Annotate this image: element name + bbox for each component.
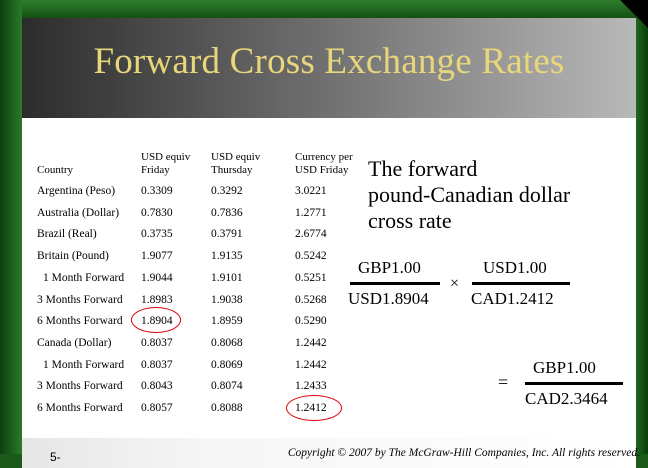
row-usd-thursday: 1.9101 [211, 272, 243, 284]
row-usd-thursday: 0.3292 [211, 185, 243, 197]
slide-title: Forward Cross Exchange Rates [93, 41, 565, 82]
header-usd-thursday-2: Thursday [211, 164, 253, 176]
row-currency-per-usd: 0.5251 [295, 272, 327, 284]
row-usd-thursday: 0.8068 [211, 337, 243, 349]
row-usd-friday: 1.9077 [141, 250, 173, 262]
row-usd-friday: 0.8037 [141, 359, 173, 371]
header-usd-friday-2: Friday [141, 164, 170, 176]
row-usd-friday: 0.8037 [141, 337, 173, 349]
row-currency-per-usd: 3.0221 [295, 185, 327, 197]
row-usd-thursday: 1.8959 [211, 315, 243, 327]
explanation-line-3: cross rate [368, 208, 452, 233]
row-country: 3 Months Forward [37, 380, 123, 392]
result-bar [525, 382, 623, 385]
row-usd-thursday: 0.7836 [211, 207, 243, 219]
row-usd-friday: 0.3735 [141, 228, 173, 240]
row-currency-per-usd: 0.5290 [295, 315, 327, 327]
explanation-line-1: The forward [368, 156, 478, 181]
header-country: Country [37, 164, 74, 176]
row-usd-thursday: 0.3791 [211, 228, 243, 240]
row-usd-friday: 1.9044 [141, 272, 173, 284]
row-usd-friday: 0.8043 [141, 380, 173, 392]
fraction1-bar [350, 282, 440, 285]
row-usd-thursday: 0.8088 [211, 402, 243, 414]
row-country: Argentina (Peso) [37, 185, 116, 197]
result-denominator: CAD2.3464 [525, 389, 608, 408]
frame-top [0, 0, 648, 18]
row-country: 1 Month Forward [43, 359, 125, 371]
row-usd-thursday: 0.8069 [211, 359, 243, 371]
row-country: Britain (Pound) [37, 250, 109, 262]
row-usd-thursday: 0.8074 [211, 380, 243, 392]
row-country: 3 Months Forward [37, 294, 123, 306]
row-currency-per-usd: 1.2433 [295, 380, 327, 392]
page-number: 5- [50, 450, 61, 464]
copyright-notice: Copyright © 2007 by The McGraw-Hill Companies, Inc. All rights reserved. [287, 447, 640, 459]
explanation-text [368, 156, 570, 234]
times-symbol: × [450, 275, 460, 292]
row-usd-thursday: 1.9135 [211, 250, 243, 262]
row-country: 1 Month Forward [43, 272, 125, 284]
row-currency-per-usd: 2.6774 [295, 228, 327, 240]
fraction2-bar [472, 282, 570, 285]
header-currency-per-1: Currency per [295, 151, 353, 163]
fraction1-numerator: GBP1.00 [358, 258, 421, 277]
row-usd-friday: 1.8983 [141, 294, 173, 306]
row-currency-per-usd: 1.2442 [295, 337, 327, 349]
row-currency-per-usd: 0.5268 [295, 294, 327, 306]
row-country: Brazil (Real) [37, 228, 97, 240]
row-usd-friday: 0.3309 [141, 185, 173, 197]
explanation-line-2: pound-Canadian dollar [368, 182, 571, 207]
fraction1-denominator: USD1.8904 [348, 289, 429, 308]
fraction2-denominator: CAD1.2412 [471, 289, 554, 308]
row-usd-friday: 1.8904 [141, 315, 173, 327]
row-country: Canada (Dollar) [37, 337, 112, 349]
highlight-circle-cad [286, 395, 342, 421]
row-usd-friday: 0.7830 [141, 207, 173, 219]
frame-right [636, 0, 648, 468]
equals-symbol: = [498, 372, 509, 392]
row-country: Australia (Dollar) [37, 207, 120, 219]
header-currency-per-2: USD Friday [295, 164, 349, 176]
row-currency-per-usd: 1.2771 [295, 207, 327, 219]
row-currency-per-usd: 1.2412 [295, 402, 327, 414]
fraction2-numerator: USD1.00 [483, 258, 547, 277]
row-country: 6 Months Forward [37, 315, 123, 327]
row-usd-friday: 0.8057 [141, 402, 173, 414]
header-usd-thursday-1: USD equiv [211, 151, 261, 163]
frame-left [0, 0, 22, 468]
row-country: 6 Months Forward [37, 402, 123, 414]
row-usd-thursday: 1.9038 [211, 294, 243, 306]
highlight-circle-gbp [131, 307, 181, 333]
row-currency-per-usd: 1.2442 [295, 359, 327, 371]
row-currency-per-usd: 0.5242 [295, 250, 327, 262]
result-numerator: GBP1.00 [533, 358, 596, 377]
header-usd-friday-1: USD equiv [141, 151, 191, 163]
